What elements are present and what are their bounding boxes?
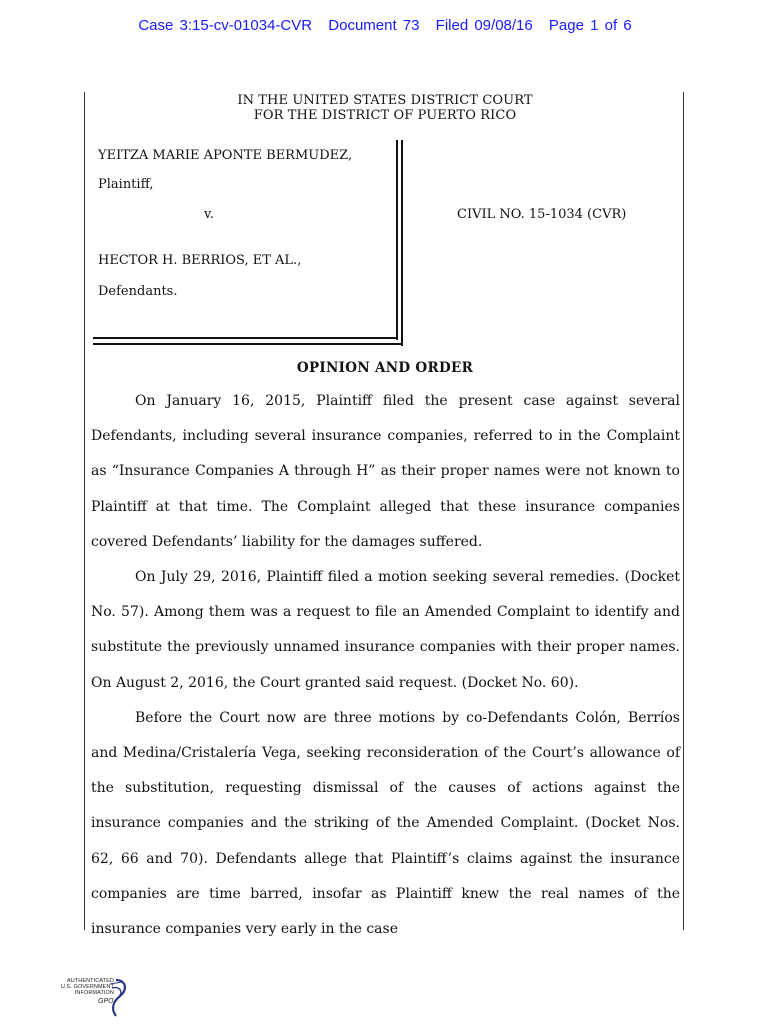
gpo-eagle-icon bbox=[40, 974, 130, 1018]
filing-header bbox=[0, 17, 770, 34]
paragraph-1: On January 16, 2015, Plaintiff filed the present case against several Defendants, including several insurance companies, referred to in the Complaint as “Insurance Companies A through H” as their proper names were not known to Plaintiff at that time. The Complaint alleged that these insurance companies covered Defendants’ liability for the damages suffered. bbox=[91, 393, 680, 550]
court-line-2: FOR THE DISTRICT OF PUERTO RICO bbox=[253, 108, 517, 123]
defendant-role: Defendants. bbox=[98, 284, 178, 299]
opinion-body bbox=[91, 384, 680, 947]
document-number: Document 73 bbox=[328, 17, 420, 34]
court-heading bbox=[0, 93, 770, 123]
civil-number: CIVIL NO. 15-1034 (CVR) bbox=[457, 207, 627, 222]
case-number: Case 3:15-cv-01034-CVR bbox=[138, 17, 313, 34]
page-indicator: Page 1 of 6 bbox=[548, 17, 632, 34]
gpo-authentication-seal bbox=[40, 974, 130, 1018]
plaintiff-role: Plaintiff, bbox=[98, 177, 154, 192]
right-margin-rule bbox=[683, 92, 684, 930]
caption-rule-horizontal-outer bbox=[93, 343, 403, 345]
caption-rule-horizontal-inner bbox=[93, 337, 398, 339]
versus-label: v. bbox=[204, 207, 214, 222]
caption-rule-vertical-outer bbox=[401, 140, 403, 346]
gpo-seal-line-1: AUTHENTICATED bbox=[66, 978, 114, 984]
document-title: OPINION AND ORDER bbox=[296, 360, 474, 376]
caption-rule-vertical-inner bbox=[396, 140, 398, 340]
paragraph-2: On July 29, 2016, Plaintiff filed a motion seeking several remedies. (Docket No. 57). Among them was a request to file an Amended Complaint to identify and substitute the previously unnamed insurance companies with their proper names. On August 2, 2016, the Court granted said request. (Docket No. 60). bbox=[91, 569, 680, 691]
court-line-1: IN THE UNITED STATES DISTRICT COURT bbox=[237, 93, 533, 108]
gpo-seal-line-3: INFORMATION bbox=[74, 990, 114, 997]
paragraph-3: Before the Court now are three motions by co-Defendants Colón, Berríos and Medina/Cristalería Vega, seeking reconsideration of the Court’s allowance of the substitution, requesting dismissal of the causes of actions against the insurance companies and the striking of the Amended Complaint. (Docket Nos. 62, 66 and 70). Defendants allege that Plaintiff’s claims against the insurance companies are time barred, insofar as Plaintiff knew the real names of the insurance companies very early in the case bbox=[91, 709, 680, 938]
plaintiff-name: YEITZA MARIE APONTE BERMUDEZ, bbox=[98, 148, 353, 163]
defendant-name: HECTOR H. BERRIOS, ET AL., bbox=[98, 253, 302, 268]
left-margin-rule bbox=[84, 92, 85, 930]
filed-date: Filed 09/08/16 bbox=[435, 17, 533, 34]
gpo-seal-line-2: U.S. GOVERNMENT bbox=[60, 984, 114, 991]
gpo-mark: GPO bbox=[98, 998, 114, 1005]
